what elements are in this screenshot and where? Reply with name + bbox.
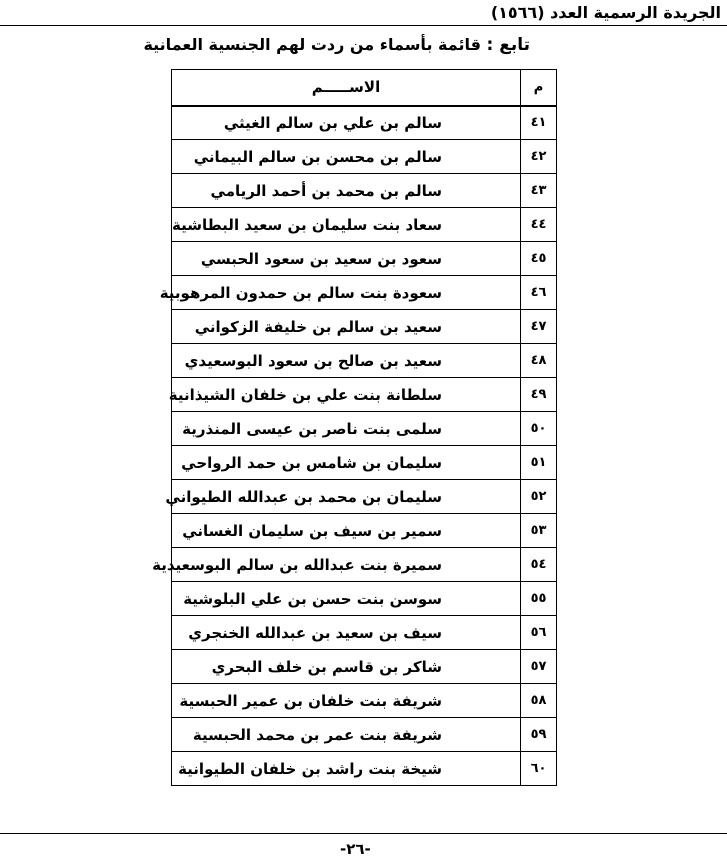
table-row bbox=[172, 480, 557, 514]
row-name: سوسن بنت حسن بن علي البلوشية bbox=[172, 582, 521, 616]
table-row bbox=[172, 310, 557, 344]
row-number: ٤٣ bbox=[521, 174, 557, 208]
gazette-header-title: الجريدة الرسمية العدد (١٥٦٦) bbox=[490, 3, 721, 22]
row-number: ٥٣ bbox=[521, 514, 557, 548]
row-name: سمير بن سيف بن سليمان الغساني bbox=[172, 514, 521, 548]
row-number: ٤٤ bbox=[521, 208, 557, 242]
row-number: ٥٠ bbox=[521, 412, 557, 446]
table-row bbox=[172, 514, 557, 548]
row-name: شريفة بنت خلفان بن عمير الحبسية bbox=[172, 684, 521, 718]
row-number: ٦٠ bbox=[521, 752, 557, 786]
row-name: سلمى بنت ناصر بن عيسى المنذرية bbox=[172, 412, 521, 446]
row-number: ٤١ bbox=[521, 106, 557, 140]
row-name: سليمان بن شامس بن حمد الرواحي bbox=[172, 446, 521, 480]
row-name: سعيد بن صالح بن سعود البوسعيدي bbox=[172, 344, 521, 378]
row-name: سعود بن سعيد بن سعود الحبسي bbox=[172, 242, 521, 276]
table-row bbox=[172, 616, 557, 650]
row-name: سالم بن علي بن سالم الغيثي bbox=[172, 106, 521, 140]
table-row bbox=[172, 106, 557, 140]
table-row bbox=[172, 378, 557, 412]
table-row bbox=[172, 650, 557, 684]
row-number: ٥١ bbox=[521, 446, 557, 480]
table-row bbox=[172, 242, 557, 276]
table-row bbox=[172, 208, 557, 242]
row-number: ٥٧ bbox=[521, 650, 557, 684]
column-header-name: الاســـــم bbox=[172, 70, 521, 106]
row-number: ٤٧ bbox=[521, 310, 557, 344]
row-name: شاكر بن قاسم بن خلف البحري bbox=[172, 650, 521, 684]
list-title-prefix: تابع : bbox=[486, 35, 530, 55]
row-name: سالم بن محمد بن أحمد الريامي bbox=[172, 174, 521, 208]
table-row bbox=[172, 582, 557, 616]
row-number: ٥٥ bbox=[521, 582, 557, 616]
list-title-text: قائمة بأسماء من ردت لهم الجنسية العمانية bbox=[143, 35, 481, 54]
row-number: ٤٨ bbox=[521, 344, 557, 378]
table-row bbox=[172, 412, 557, 446]
page-footer bbox=[0, 833, 727, 862]
row-name: سعيد بن سالم بن خليفة الزكواني bbox=[172, 310, 521, 344]
table-row bbox=[172, 752, 557, 786]
row-name: شيخة بنت راشد بن خلفان الطيوانية bbox=[172, 752, 521, 786]
row-number: ٤٦ bbox=[521, 276, 557, 310]
row-number: ٤٩ bbox=[521, 378, 557, 412]
table-row bbox=[172, 548, 557, 582]
row-name: سميرة بنت عبدالله بن سالم البوسعيدية bbox=[172, 548, 521, 582]
table-row bbox=[172, 446, 557, 480]
row-name: سعاد بنت سليمان بن سعيد البطاشية bbox=[172, 208, 521, 242]
row-number: ٥٢ bbox=[521, 480, 557, 514]
row-number: ٥٨ bbox=[521, 684, 557, 718]
row-name: سالم بن محسن بن سالم البيماني bbox=[172, 140, 521, 174]
names-table bbox=[152, 69, 557, 786]
table-row bbox=[172, 276, 557, 310]
row-number: ٥٦ bbox=[521, 616, 557, 650]
row-number: ٤٥ bbox=[521, 242, 557, 276]
row-name: سعودة بنت سالم بن حمدون المرهوبية bbox=[172, 276, 521, 310]
list-title bbox=[143, 35, 530, 55]
row-name: سليمان بن محمد بن عبدالله الطيواني bbox=[172, 480, 521, 514]
row-number: ٥٤ bbox=[521, 548, 557, 582]
table-row bbox=[172, 718, 557, 752]
table-body bbox=[152, 106, 557, 786]
table-row bbox=[172, 344, 557, 378]
table-row bbox=[172, 174, 557, 208]
row-name: سلطانة بنت علي بن خلفان الشيذانية bbox=[172, 378, 521, 412]
table-row bbox=[172, 140, 557, 174]
row-name: شريفة بنت عمر بن محمد الحبسية bbox=[172, 718, 521, 752]
table-header-row bbox=[172, 70, 557, 106]
row-name: سيف بن سعيد بن عبدالله الخنجري bbox=[172, 616, 521, 650]
column-header-number: م bbox=[521, 70, 557, 106]
row-number: ٤٢ bbox=[521, 140, 557, 174]
page-number: -٢٦- bbox=[340, 840, 371, 858]
page-header bbox=[0, 2, 727, 26]
row-number: ٥٩ bbox=[521, 718, 557, 752]
table-row bbox=[172, 684, 557, 718]
